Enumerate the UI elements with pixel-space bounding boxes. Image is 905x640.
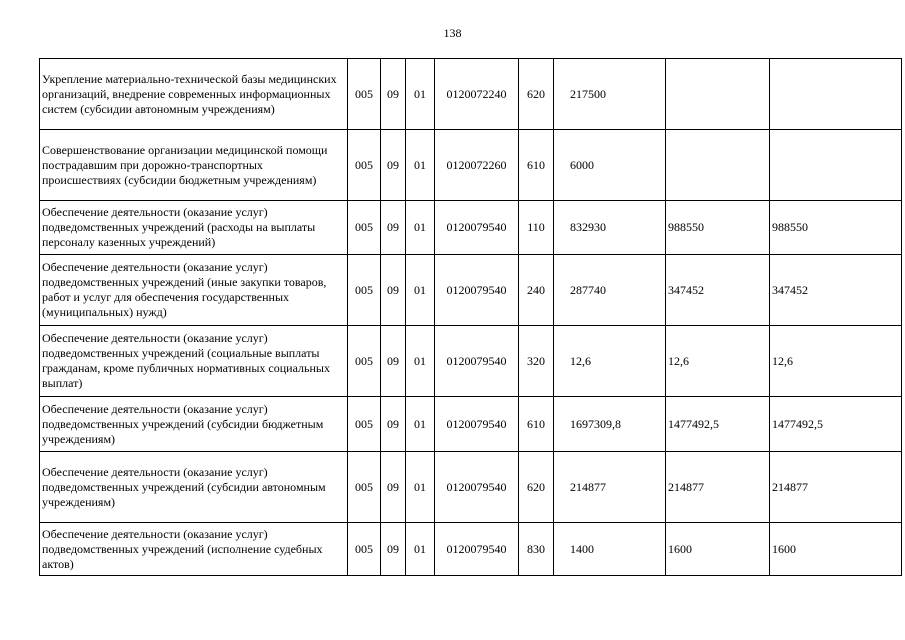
page-number: 138: [443, 26, 462, 40]
row-ministry-code: 005: [348, 201, 381, 255]
row-amount-1: 1400: [554, 523, 666, 576]
row-expense-type: 620: [519, 452, 554, 523]
row-subsection-code: 01: [406, 130, 435, 201]
row-target-article: 0120079540: [435, 397, 519, 452]
row-amount-1: 6000: [554, 130, 666, 201]
row-expense-type: 830: [519, 523, 554, 576]
row-section-code: 09: [381, 59, 406, 130]
table-row: [40, 523, 902, 576]
row-amount-3: 988550: [770, 201, 902, 255]
row-subsection-code: 01: [406, 59, 435, 130]
row-amount-3: 1477492,5: [770, 397, 902, 452]
row-ministry-code: 005: [348, 130, 381, 201]
row-amount-3: 214877: [770, 452, 902, 523]
row-section-code: 09: [381, 255, 406, 326]
row-description: Укрепление материально-технической базы медицинских организаций, внедрение современных информационных систем (субсидии автономным учреждениям): [40, 59, 348, 130]
row-section-code: 09: [381, 523, 406, 576]
row-description: Обеспечение деятельности (оказание услуг) подведомственных учреждений (исполнение судебных актов): [40, 523, 348, 576]
row-amount-1: 217500: [554, 59, 666, 130]
table-row: [40, 201, 902, 255]
row-amount-1: 832930: [554, 201, 666, 255]
row-subsection-code: 01: [406, 523, 435, 576]
row-amount-2: [666, 59, 770, 130]
row-description: Совершенствование организации медицинской помощи пострадавшим при дорожно-транспортных происшествиях (субсидии бюджетным учреждениям): [40, 130, 348, 201]
row-amount-3: 12,6: [770, 326, 902, 397]
table-row: [40, 452, 902, 523]
row-amount-1: 1697309,8: [554, 397, 666, 452]
row-expense-type: 110: [519, 201, 554, 255]
row-section-code: 09: [381, 201, 406, 255]
row-expense-type: 610: [519, 397, 554, 452]
row-target-article: 0120072240: [435, 59, 519, 130]
row-amount-1: 214877: [554, 452, 666, 523]
row-ministry-code: 005: [348, 326, 381, 397]
table-row: [40, 59, 902, 130]
row-target-article: 0120072260: [435, 130, 519, 201]
row-expense-type: 320: [519, 326, 554, 397]
row-description: Обеспечение деятельности (оказание услуг) подведомственных учреждений (расходы на выплаты персоналу казенных учреждений): [40, 201, 348, 255]
row-ministry-code: 005: [348, 397, 381, 452]
row-section-code: 09: [381, 326, 406, 397]
row-amount-3: 1600: [770, 523, 902, 576]
row-amount-2: 1600: [666, 523, 770, 576]
row-amount-1: 287740: [554, 255, 666, 326]
row-description: Обеспечение деятельности (оказание услуг) подведомственных учреждений (иные закупки товаров, работ и услуг для обеспечения государственных (муниципальных) нужд): [40, 255, 348, 326]
row-target-article: 0120079540: [435, 523, 519, 576]
row-ministry-code: 005: [348, 255, 381, 326]
row-subsection-code: 01: [406, 452, 435, 523]
table-row: [40, 255, 902, 326]
row-section-code: 09: [381, 397, 406, 452]
row-target-article: 0120079540: [435, 326, 519, 397]
row-amount-2: 988550: [666, 201, 770, 255]
row-description: Обеспечение деятельности (оказание услуг) подведомственных учреждений (социальные выплаты гражданам, кроме публичных нормативных социальных выплат): [40, 326, 348, 397]
row-expense-type: 620: [519, 59, 554, 130]
row-subsection-code: 01: [406, 201, 435, 255]
row-expense-type: 610: [519, 130, 554, 201]
row-amount-2: [666, 130, 770, 201]
row-description: Обеспечение деятельности (оказание услуг) подведомственных учреждений (субсидии бюджетным учреждениям): [40, 397, 348, 452]
row-amount-3: 347452: [770, 255, 902, 326]
row-amount-2: 12,6: [666, 326, 770, 397]
table-row: [40, 397, 902, 452]
row-target-article: 0120079540: [435, 201, 519, 255]
row-ministry-code: 005: [348, 59, 381, 130]
row-subsection-code: 01: [406, 326, 435, 397]
row-amount-1: 12,6: [554, 326, 666, 397]
row-target-article: 0120079540: [435, 452, 519, 523]
row-subsection-code: 01: [406, 255, 435, 326]
row-amount-2: 214877: [666, 452, 770, 523]
row-expense-type: 240: [519, 255, 554, 326]
budget-table: [39, 58, 902, 576]
row-ministry-code: 005: [348, 452, 381, 523]
row-amount-3: [770, 130, 902, 201]
row-amount-2: 1477492,5: [666, 397, 770, 452]
row-ministry-code: 005: [348, 523, 381, 576]
table-body: [40, 59, 902, 576]
table-row: [40, 130, 902, 201]
row-amount-3: [770, 59, 902, 130]
row-subsection-code: 01: [406, 397, 435, 452]
row-description: Обеспечение деятельности (оказание услуг) подведомственных учреждений (субсидии автономным учреждениям): [40, 452, 348, 523]
row-section-code: 09: [381, 130, 406, 201]
row-section-code: 09: [381, 452, 406, 523]
row-target-article: 0120079540: [435, 255, 519, 326]
table-row: [40, 326, 902, 397]
row-amount-2: 347452: [666, 255, 770, 326]
